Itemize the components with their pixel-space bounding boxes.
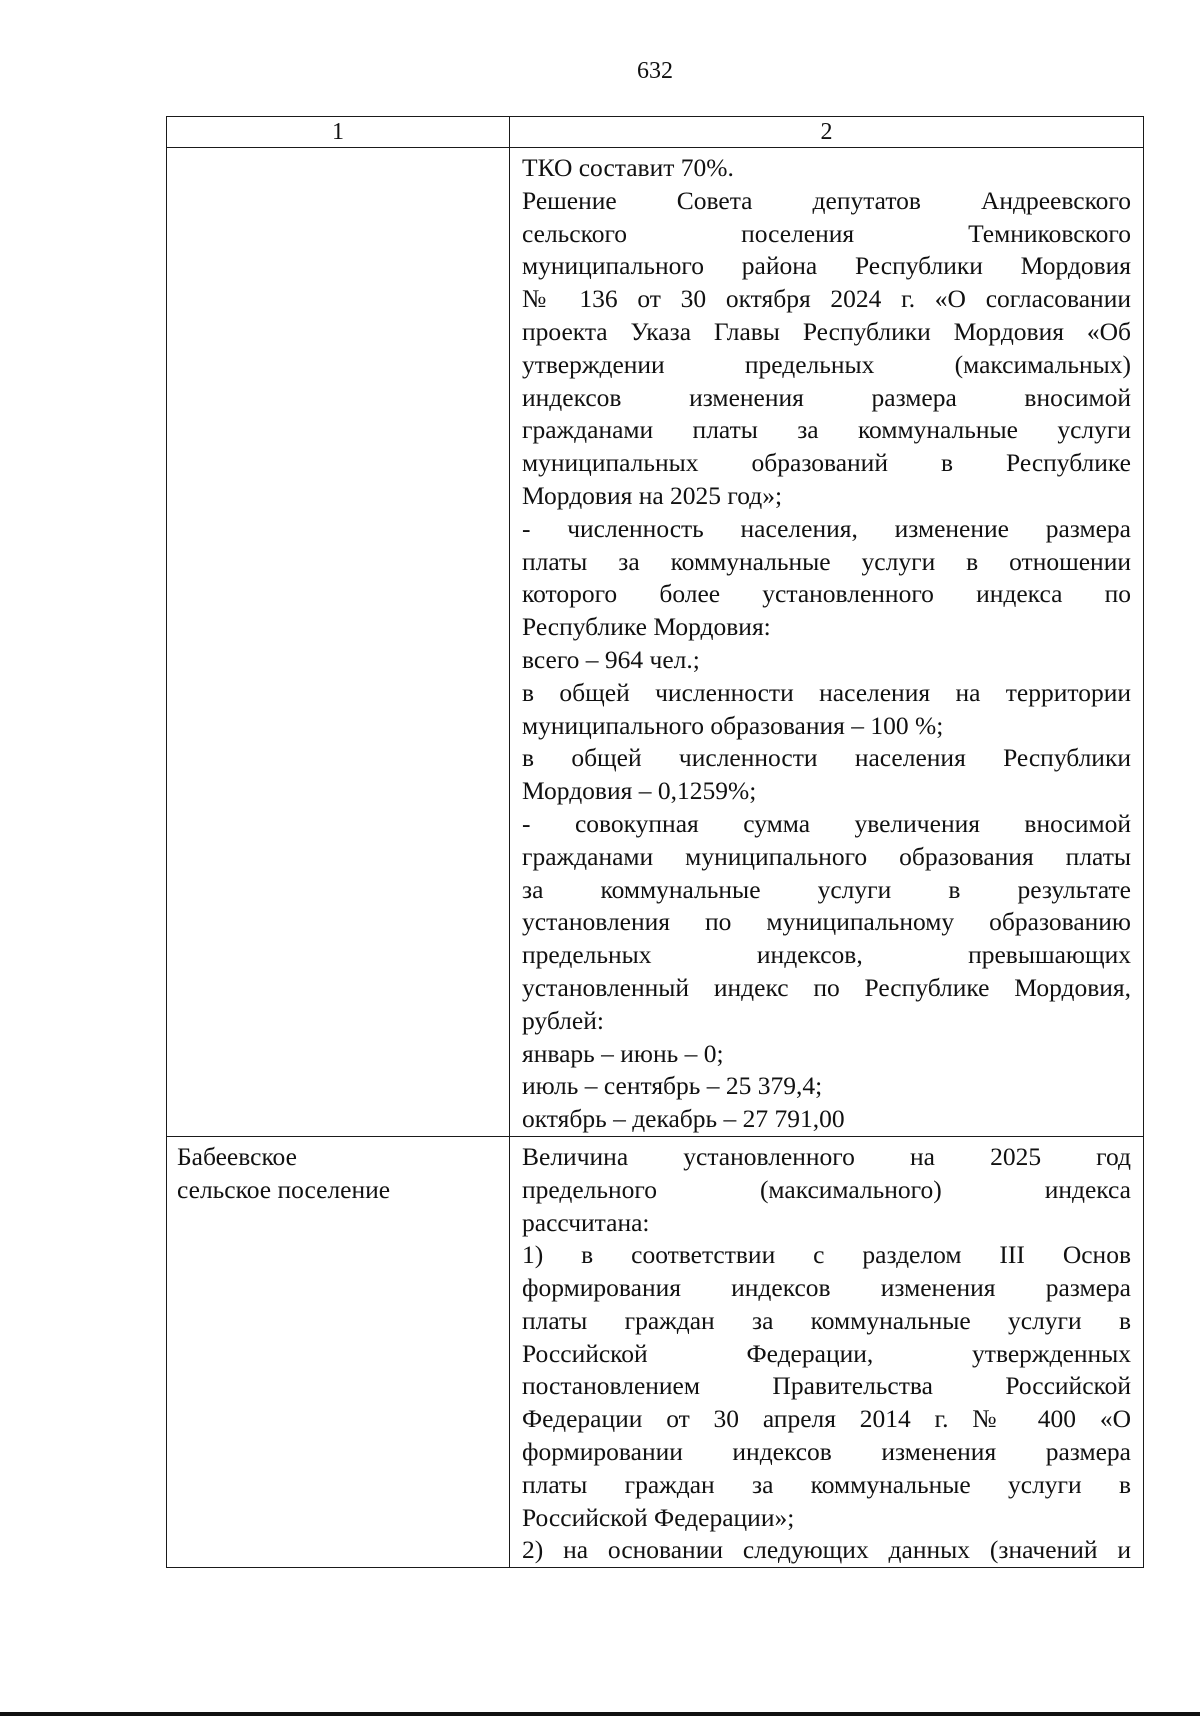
text-line: сельского поселения Темниковского [522,218,1131,248]
text-line: Республике Мордовия: [522,612,771,642]
text-line: предельных индексов, превышающих [522,940,1131,970]
text-line: утверждении предельных (максимальных) [522,349,1131,379]
table-row [167,148,1144,1137]
text-line: Российской Федерации, утвержденных [522,1338,1131,1368]
page-edge-line [0,1712,1200,1716]
text-line: Мордовия – 0,1259%; [522,776,757,806]
municipality-cell [167,1136,510,1567]
table-header-row [167,117,1144,148]
table-row [167,1136,1144,1567]
column-header-1: 1 [167,117,510,148]
column-header-2: 2 [510,117,1144,148]
text-line: гражданами муниципального образования платы [522,841,1131,871]
text-line: за коммунальные услуги в результате [522,874,1131,904]
text-line: муниципальных образований в Республике [522,448,1131,478]
text-line: 1) в соответствии с разделом III Основ [522,1240,1131,1270]
text-line: муниципального района Республики Мордовия [522,251,1131,281]
text-line: Величина установленного на 2025 год [522,1141,1131,1171]
text-line: предельного (максимального) индекса [522,1174,1131,1204]
text-line: Федерации от 30 апреля 2014 г. № 400 «О [522,1404,1131,1434]
text-line: формирования индексов изменения размера [522,1273,1131,1303]
text-line: проекта Указа Главы Республики Мордовия «Об [522,316,1131,346]
text-line: январь – июнь – 0; [522,1038,724,1068]
text-line: - численность населения, изменение размера [522,513,1131,543]
text-line: 2) на основании следующих данных (значений и [522,1535,1131,1565]
text-line: муниципального образования – 100 %; [522,710,944,740]
text-line: формировании индексов изменения размера [522,1437,1131,1467]
page-number: 632 [637,58,673,84]
text-line: платы за коммунальные услуги в отношении [522,546,1131,576]
description-cell [510,148,1144,1137]
text-line: рассчитана: [522,1207,650,1237]
text-line: Мордовия на 2025 год»; [522,480,783,510]
text-line: ТКО составит 70%. [522,153,734,182]
text-line: в общей численности населения Республики [522,743,1131,773]
text-line: октябрь – декабрь – 27 791,00 [522,1104,845,1134]
text-line: Российской Федерации»; [522,1502,795,1532]
municipality-name-line: сельское поселение [177,1174,391,1204]
municipality-cell [167,148,510,1137]
text-line: постановлением Правительства Российской [522,1371,1131,1401]
text-line: гражданами платы за коммунальные услуги [522,415,1131,445]
text-line: платы граждан за коммунальные услуги в [522,1469,1131,1499]
text-line: установления по муниципальному образованию [522,907,1131,937]
text-line: рублей: [522,1005,604,1035]
text-line: установленный индекс по Республике Мордовия, [522,972,1131,1002]
text-line: июль – сентябрь – 25 379,4; [522,1071,823,1101]
text-line: в общей численности населения на территории [522,677,1131,707]
text-line: платы граждан за коммунальные услуги в [522,1305,1131,1335]
municipality-name-line: Бабеевское [177,1141,297,1171]
text-line: индексов изменения размера вносимой [522,382,1131,412]
text-line: Решение Совета депутатов Андреевского [522,185,1131,215]
text-line: № 136 от 30 октября 2024 г. «О согласовании [522,284,1131,314]
text-line: которого более установленного индекса по [522,579,1131,609]
text-line: - совокупная сумма увеличения вносимой [522,808,1131,838]
document-table [166,116,1144,1568]
description-cell [510,1136,1144,1567]
text-line: всего – 964 чел.; [522,644,700,674]
